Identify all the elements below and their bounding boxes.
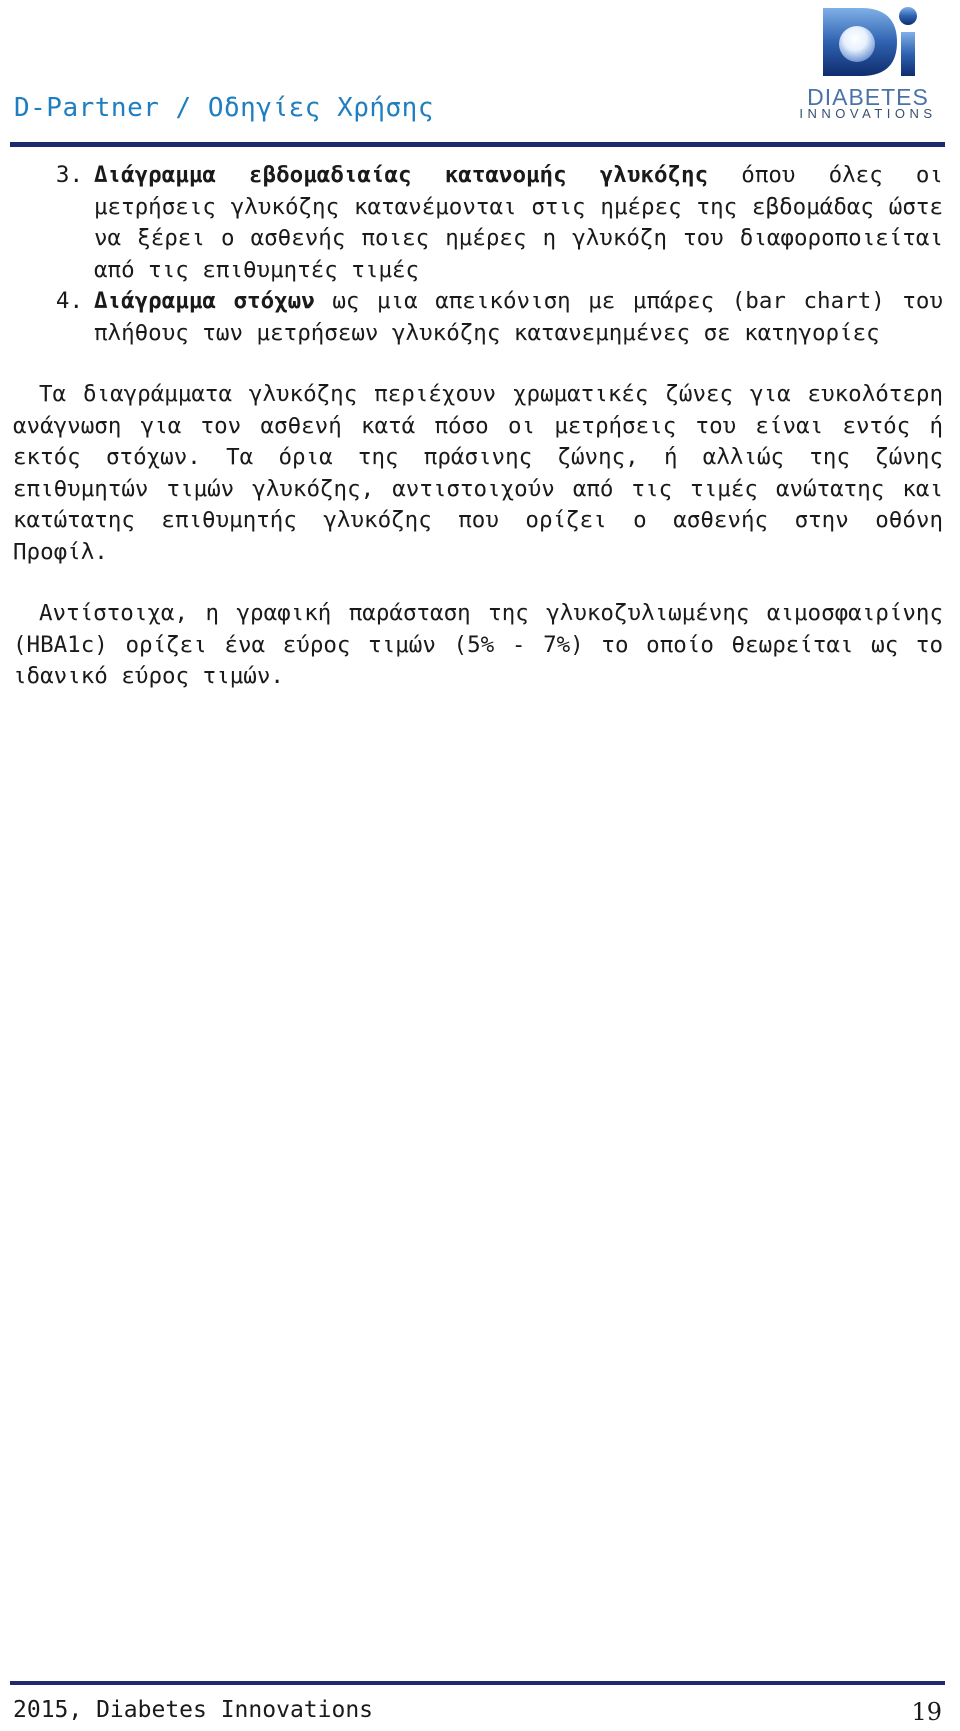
header-divider: [10, 142, 945, 147]
paragraph-hba1c: Αντίστοιχα, η γραφική παράσταση της γλυκοζυλιωμένης αιμοσφαιρίνης (HBA1c) ορίζει ένα εύρος τιμών (5% - 7%) το οποίο θεωρείται ως το ιδανικό εύρος τιμών.: [13, 600, 943, 689]
list-description: ως μια απεικόνιση με μπάρες (bar chart) του πλήθους των μετρήσεων γλυκόζης κατανεμημένες σε κατηγορίες: [94, 288, 943, 346]
list-item: [13, 286, 943, 349]
list-text: [94, 160, 943, 286]
document-title: D-Partner / Οδηγίες Χρήσης: [14, 93, 434, 123]
logo-wordmark: DIABETES: [807, 84, 929, 110]
list-description: όπου όλες οι μετρήσεις γλυκόζης κατανέμονται στις ημέρες της εβδομάδας ώστε να ξέρει ο ασθενής ποιες ημέρες η γλυκόζη του διαφοροποιείται από τις επιθυμητές τιμές: [94, 162, 943, 283]
diabetes-innovations-logo: [793, 0, 943, 124]
list-term: Διάγραμμα εβδομαδιαίας κατανομής γλυκόζης: [94, 162, 709, 188]
list-text: [94, 286, 943, 349]
footer-divider: [10, 1681, 945, 1685]
page-header: [0, 0, 960, 150]
list-number: 4.: [55, 288, 83, 314]
list-term: Διάγραμμα στόχων: [94, 288, 315, 314]
logo-subtitle: INNOVATIONS: [799, 106, 937, 121]
page-number: 19: [911, 1698, 942, 1726]
footer-copyright: 2015, Diabetes Innovations: [13, 1697, 374, 1723]
logo-mark-icon: [793, 0, 943, 84]
page-content: [13, 160, 943, 715]
list-number: 3.: [55, 162, 83, 188]
paragraph-color-zones: Τα διαγράμματα γλυκόζης περιέχουν χρωματικές ζώνες για ευκολότερη ανάγνωση για τον ασθενή κατά πόσο οι μετρήσεις του είναι εντός ή εκτός στόχων. Τα όρια της πράσινης ζώνης, ή αλλιώς της ζώνης επιθυμητών τιμών γλυκόζης, αντιστοιχούν από τις τιμές ανώτατης και κατώτατης επιθυμητής γλυκόζης που ορίζει ο ασθενής στην οθόνη Προφίλ.: [13, 381, 943, 565]
list-item: [13, 160, 943, 286]
